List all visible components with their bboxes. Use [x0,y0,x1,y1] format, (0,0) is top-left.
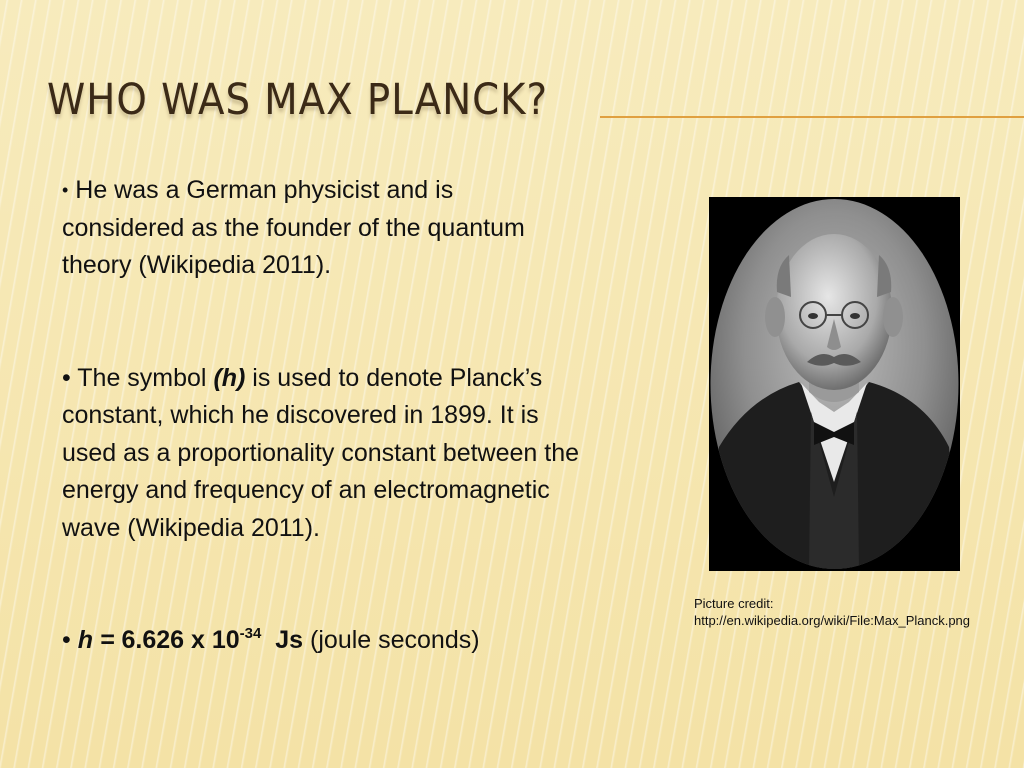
bullet-marker: • [62,363,71,392]
credit-label: Picture credit: [694,596,774,611]
bullet-item-1 [62,172,582,285]
max-planck-portrait [709,197,960,571]
bullet-2-suffix: is used to denote Planck’s constant, which he discovered in 1899. It is used as a proportionality constant between the energy and frequency of an electromagnetic wave (Wikipedia 2011). [62,363,580,542]
bullet-list [62,172,582,660]
bullet-item-2 [62,360,582,548]
bullet-marker: • [62,626,71,654]
h-label: h = [77,626,115,654]
constant-unit: Js [275,626,304,654]
bullet-item-3 [62,622,582,660]
unit-description: (joule seconds) [310,626,480,654]
bullet-2-prefix: The symbol [77,363,214,392]
planck-symbol: (h) [213,363,246,392]
constant-value: 6.626 x 10 [121,626,240,654]
portrait-image [709,197,960,571]
title-underline [600,116,1024,118]
bullet-1-text: He was a German physicist and is considered as the founder of the quantum theory (Wikipedia 2011). [62,176,525,279]
bullet-marker: • [62,180,69,200]
picture-credit [694,595,1014,629]
slide-title: WHO WAS MAX PLANCK? [47,75,549,125]
constant-exponent: -34 [239,625,262,642]
credit-url: http://en.wikipedia.org/wiki/File:Max_Planck.png [694,613,971,628]
